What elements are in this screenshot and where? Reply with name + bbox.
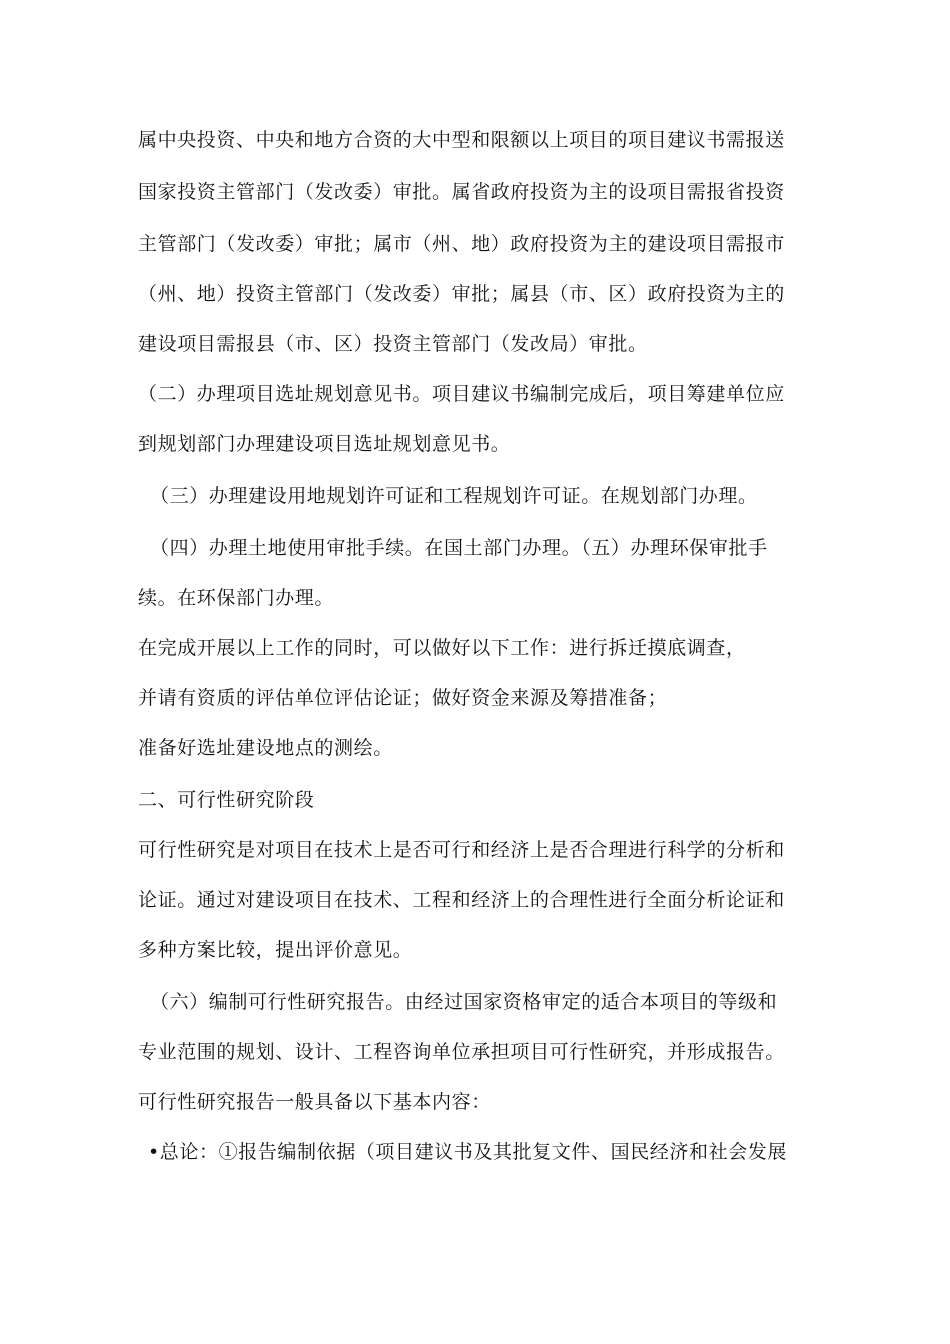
paragraph-line: （二）办理项目选址规划意见书。项目建议书编制完成后，项目筹建单位应 — [138, 383, 785, 405]
paragraph-line: （州、地）投资主管部门（发改委）审批；属县（市、区）政府投资为主的 — [138, 283, 785, 305]
paragraph-line: 多种方案比较，提出评价意见。 — [138, 939, 413, 961]
paragraph-line: 可行性研究报告一般具备以下基本内容： — [138, 1091, 491, 1113]
section-heading: 二、可行性研究阶段 — [138, 789, 315, 811]
paragraph-line: 国家投资主管部门（发改委）审批。属省政府投资为主的设项目需报省投资 — [138, 181, 785, 203]
paragraph-line: 主管部门（发改委）审批；属市（州、地）政府投资为主的建设项目需报市 — [138, 233, 785, 255]
paragraph-line: 续。在环保部门办理。 — [138, 587, 335, 609]
paragraph-line: 到规划部门办理建设项目选址规划意见书。 — [138, 433, 511, 455]
paragraph-line: 可行性研究是对项目在技术上是否可行和经济上是否合理进行科学的分析和 — [138, 839, 785, 861]
paragraph-line: （四）办理土地使用审批手续。在国土部门办理。（五）办理环保审批手 — [150, 537, 768, 559]
paragraph-line: 属中央投资、中央和地方合资的大中型和限额以上项目的项目建议书需报送 — [138, 129, 785, 151]
paragraph-line: 准备好选址建设地点的测绘。 — [138, 737, 393, 759]
paragraph-line: 专业范围的规划、设计、工程咨询单位承担项目可行性研究，并形成报告。 — [138, 1041, 785, 1063]
paragraph-line: （三）办理建设用地规划许可证和工程规划许可证。在规划部门办理。 — [150, 485, 758, 507]
paragraph-line: （六）编制可行性研究报告。由经过国家资格审定的适合本项目的等级和 — [150, 991, 778, 1013]
paragraph-line: 在完成开展以上工作的同时，可以做好以下工作：进行拆迁摸底调查， — [138, 637, 746, 659]
paragraph-line: 论证。通过对建设项目在技术、工程和经济上的合理性进行全面分析论证和 — [138, 889, 785, 911]
paragraph-line: 建设项目需报县（市、区）投资主管部门（发改局）审批。 — [138, 333, 648, 355]
paragraph-line: 并请有资质的评估单位评估论证；做好资金来源及筹措准备； — [138, 687, 668, 709]
bullet-line: •总论：①报告编制依据（项目建议书及其批复文件、国民经济和社会发展 — [148, 1141, 788, 1163]
